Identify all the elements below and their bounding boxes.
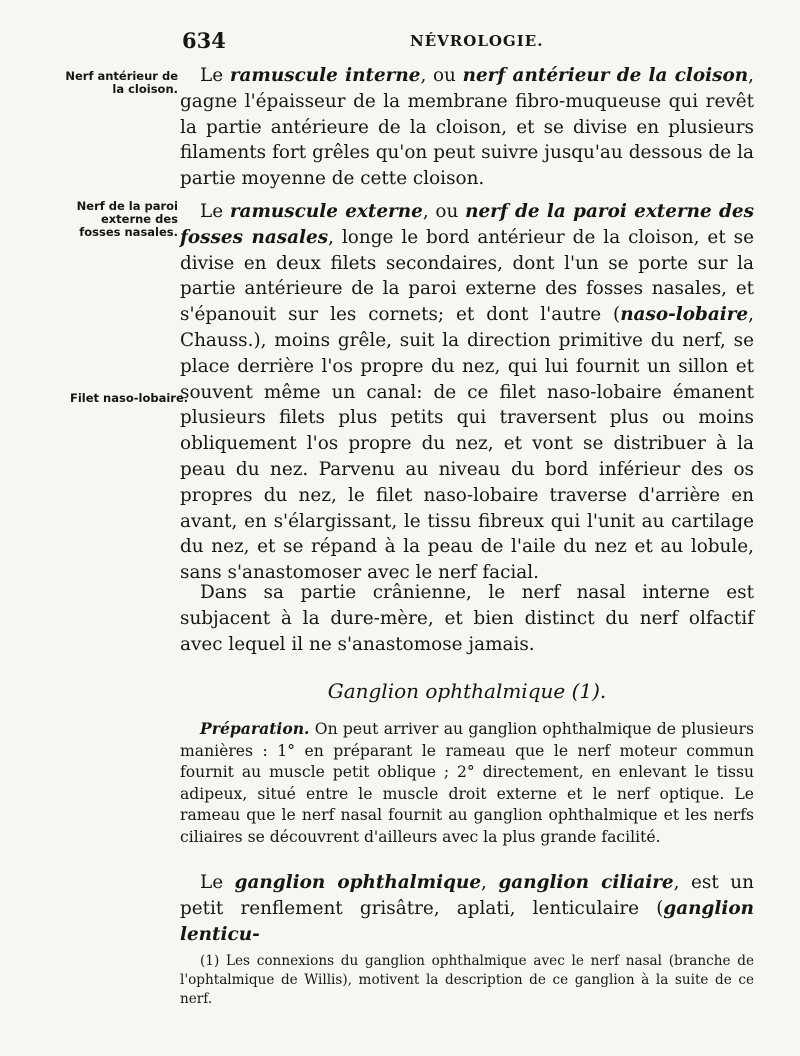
text: , ou [422, 201, 466, 222]
text: , [481, 872, 499, 893]
term-ramuscule-externe: ramuscule externe [229, 201, 423, 222]
paragraph-ganglion [180, 870, 754, 948]
margin-note-nerf-anterieur: Nerf antérieur de la cloison. [65, 69, 178, 96]
text: , ou [420, 65, 463, 86]
term-naso-lobaire: naso-lobaire [620, 304, 749, 326]
term-nerf-paroi-externe: nerf de la paroi externe des fosses nasales [180, 201, 754, 248]
text: , longe le bord antérieur de la cloison, et se divise en deux filets secondaires, dont l'un se porte sur la partie antérieure de la paroi externe des fosses nasales, et s'épanouit sur les cornets; et dont l'autre ( [180, 226, 754, 326]
term-ramuscule-interne: ramuscule interne [229, 65, 421, 86]
paragraph-preparation [180, 718, 754, 849]
paragraph-partie-cranienne [180, 580, 754, 657]
text: , est un petit renflement grisâtre, aplati, lenticulaire ( [180, 872, 754, 919]
term-ganglion-lenticulaire: ganglion lenticu- [180, 898, 754, 945]
text: , Chauss.), moins grêle, suit la direction primitive du nerf, se place derrière l'os propre du nez, qui lui fournit un sillon et souvent même un canal: de ce filet naso-lobaire émanent plusieurs filets plus petits qui traversent plus ou moins obliquement l'os propre du nez, et vont se distribuer à la peau du nez. Parvenu au niveau du bord inférieur des os propres du nez, le filet naso-lobaire traverse d'arrière en avant, en s'élargissant, le tissu fibreux qui l'unit au cartilage du nez, et se répand à la peau de l'aile du nez et au lobule, sans s'anastomoser avec le nerf facial. [180, 304, 754, 584]
preparation-label: Préparation. [200, 719, 310, 738]
paragraph-ramuscule-interne [180, 63, 754, 192]
paragraph-ramuscule-externe [180, 199, 754, 586]
section-title [180, 679, 754, 703]
term-ganglion-ciliaire: ganglion ciliaire [498, 872, 674, 893]
margin-note-paroi-externe: Nerf de la paroi externe des fosses nasales. [76, 199, 178, 239]
running-head: NÉVROLOGIE. [410, 32, 544, 50]
section-title-text: Ganglion ophthalmique [327, 679, 566, 703]
footnote [180, 952, 754, 1009]
text: Le [200, 201, 230, 222]
footnote-ref: (1). [565, 679, 607, 703]
text: Le [200, 65, 230, 86]
margin-note-filet-naso-lobaire: Filet naso-lobaire. [70, 391, 189, 405]
footnote-text: (1) Les connexions du ganglion ophthalmique avec le nerf nasal (branche de l'ophtalmique de Willis), motivent la description de ce ganglion à la suite de ce nerf. [180, 953, 754, 1007]
text: Le [200, 872, 235, 893]
page-header [0, 26, 800, 56]
text: , gagne l'épaisseur de la membrane fibro-muqueuse qui revêt la partie antérieure de la cloison, et se divise en plusieurs filaments fort grêles qu'on peut suivre jusqu'au dessous de la partie moyenne de cette cloison. [180, 65, 754, 190]
term-ganglion-ophthalmique: ganglion ophthalmique [234, 872, 482, 893]
term-nerf-anterieur: nerf antérieur de la cloison [462, 65, 749, 86]
text: On peut arriver au ganglion ophthalmique de plusieurs manières : 1° en préparant le rameau que le nerf moteur commun fournit au muscle petit oblique ; 2° directement, en enlevant le tissu adipeux, situé entre le muscle droit externe et le nerf optique. Le rameau que le nerf nasal fournit au ganglion ophthalmique et les nerfs ciliaires se découvrent d'ailleurs avec la plus grande facilité. [180, 720, 754, 846]
page-number: 634 [182, 28, 226, 53]
text: Dans sa partie crânienne, le nerf nasal interne est subjacent à la dure-mère, et bien distinct du nerf olfactif avec lequel il ne s'anastomose jamais. [180, 582, 754, 655]
